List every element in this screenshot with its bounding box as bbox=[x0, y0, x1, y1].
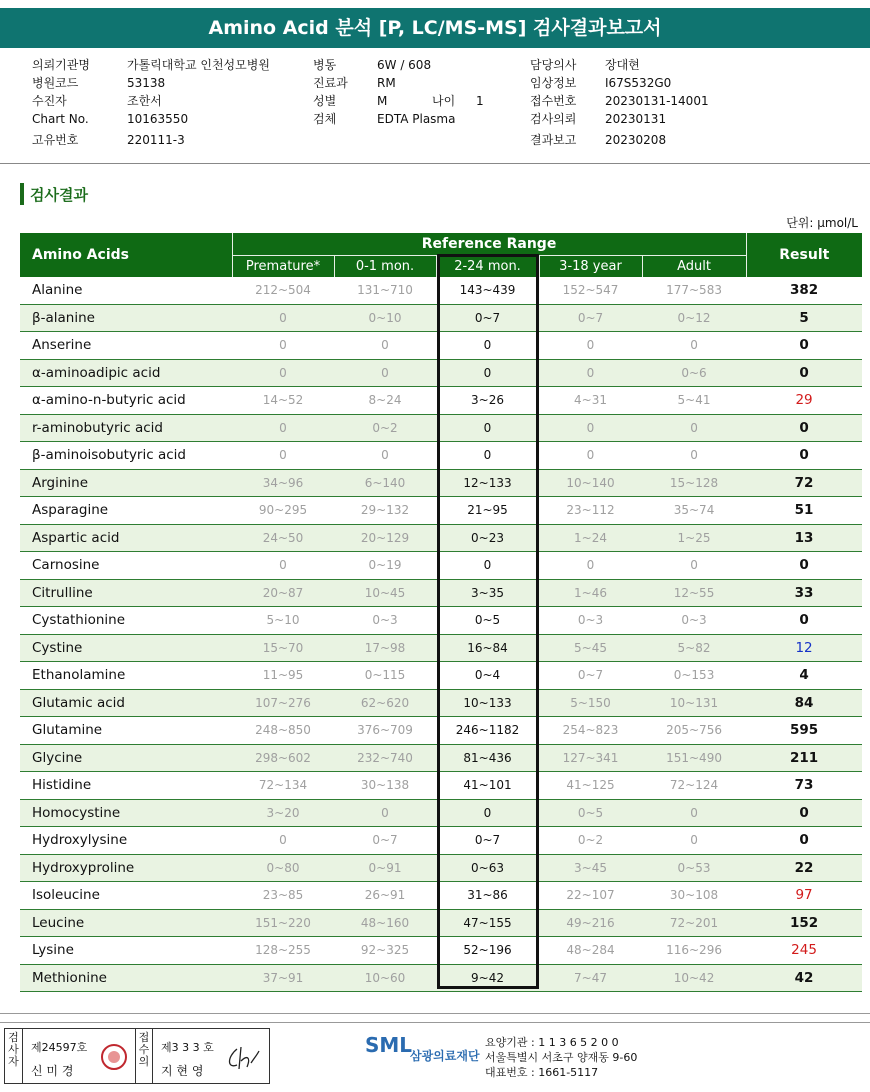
reference-range-cell: 52~196 bbox=[436, 937, 539, 965]
reference-range-cell: 24~50 bbox=[232, 524, 334, 552]
reference-range-cell: 0~6 bbox=[642, 359, 746, 387]
reference-range-cell: 0 bbox=[642, 827, 746, 855]
reference-range-cell: 127~341 bbox=[539, 744, 642, 772]
reference-range-cell: 48~160 bbox=[334, 909, 436, 937]
reference-range-cell: 0 bbox=[334, 442, 436, 470]
reference-range-cell: 0 bbox=[232, 414, 334, 442]
info-label: 병원코드 bbox=[32, 76, 79, 90]
reference-range-cell: 17~98 bbox=[334, 634, 436, 662]
reference-range-cell: 92~325 bbox=[334, 937, 436, 965]
reference-range-cell: 0 bbox=[642, 552, 746, 580]
reference-range-cell: 116~296 bbox=[642, 937, 746, 965]
amino-acid-name: Arginine bbox=[20, 469, 232, 497]
reference-range-cell: 34~96 bbox=[232, 469, 334, 497]
reference-range-cell: 0 bbox=[232, 332, 334, 360]
reference-range-cell: 1~24 bbox=[539, 524, 642, 552]
reference-range-cell: 12~55 bbox=[642, 579, 746, 607]
seal-stamp bbox=[101, 1044, 127, 1070]
amino-acid-name: Histidine bbox=[20, 772, 232, 800]
result-value: 13 bbox=[746, 524, 862, 552]
reference-range-cell: 81~436 bbox=[436, 744, 539, 772]
reference-range-cell: 22~107 bbox=[539, 882, 642, 910]
reference-range-cell: 5~82 bbox=[642, 634, 746, 662]
reference-range-cell: 205~756 bbox=[642, 717, 746, 745]
reference-range-cell: 72~134 bbox=[232, 772, 334, 800]
amino-acid-name: Alanine bbox=[20, 277, 232, 304]
reference-range-cell: 16~84 bbox=[436, 634, 539, 662]
reference-range-cell: 41~125 bbox=[539, 772, 642, 800]
age-value: 1 bbox=[476, 94, 484, 108]
reference-range-cell: 0~3 bbox=[642, 607, 746, 635]
reference-range-cell: 0~23 bbox=[436, 524, 539, 552]
reference-range-cell: 0 bbox=[642, 414, 746, 442]
footer-divider-2 bbox=[0, 1022, 870, 1023]
signature-box bbox=[4, 1028, 270, 1084]
reference-range-cell: 0 bbox=[232, 827, 334, 855]
reference-range-cell: 90~295 bbox=[232, 497, 334, 525]
reference-range-cell: 12~133 bbox=[436, 469, 539, 497]
amino-acid-name: β-alanine bbox=[20, 304, 232, 332]
footer-divider bbox=[0, 1013, 870, 1014]
reference-range-cell: 7~47 bbox=[539, 964, 642, 992]
amino-acid-name: Hydroxyproline bbox=[20, 854, 232, 882]
reference-range-cell: 0 bbox=[232, 304, 334, 332]
amino-acid-name: Methionine bbox=[20, 964, 232, 992]
reference-range-cell: 0~4 bbox=[436, 662, 539, 690]
info-value: 10163550 bbox=[127, 112, 189, 126]
info-label: 고유번호 bbox=[32, 133, 79, 147]
reference-range-cell: 20~129 bbox=[334, 524, 436, 552]
reference-range-cell: 5~150 bbox=[539, 689, 642, 717]
reference-range-cell: 0~2 bbox=[334, 414, 436, 442]
result-value: 33 bbox=[746, 579, 862, 607]
reference-range-cell: 62~620 bbox=[334, 689, 436, 717]
reference-range-cell: 0 bbox=[436, 359, 539, 387]
reference-range-cell: 107~276 bbox=[232, 689, 334, 717]
reference-range-cell: 151~490 bbox=[642, 744, 746, 772]
amino-acid-name: r-aminobutyric acid bbox=[20, 414, 232, 442]
institution-code: 요양기관 : 1 1 3 6 5 2 0 0 bbox=[485, 1036, 619, 1049]
reference-range-cell: 72~201 bbox=[642, 909, 746, 937]
amino-acid-name: β-aminoisobutyric acid bbox=[20, 442, 232, 470]
info-label: 결과보고 bbox=[530, 133, 577, 147]
reference-range-cell: 0~153 bbox=[642, 662, 746, 690]
reference-range-cell: 0~5 bbox=[436, 607, 539, 635]
signature-mark bbox=[223, 1043, 263, 1073]
reference-range-cell: 72~124 bbox=[642, 772, 746, 800]
amino-acid-name: α-amino-n-butyric acid bbox=[20, 387, 232, 415]
amino-acid-name: Asparagine bbox=[20, 497, 232, 525]
receiver-name: 지 현 영 bbox=[161, 1064, 204, 1078]
result-value: 0 bbox=[746, 414, 862, 442]
reference-range-cell: 152~547 bbox=[539, 277, 642, 304]
info-label: Chart No. bbox=[32, 112, 89, 126]
info-label: 접수번호 bbox=[530, 94, 577, 108]
info-value: RM bbox=[377, 76, 396, 90]
reference-range-cell: 0~115 bbox=[334, 662, 436, 690]
reference-range-cell: 131~710 bbox=[334, 277, 436, 304]
amino-acid-name: Glycine bbox=[20, 744, 232, 772]
reference-range-cell: 0 bbox=[642, 442, 746, 470]
unit-label: 단위: µmol/L bbox=[786, 216, 858, 230]
reference-range-cell: 376~709 bbox=[334, 717, 436, 745]
reference-range-cell: 0~7 bbox=[334, 827, 436, 855]
result-value: 0 bbox=[746, 827, 862, 855]
reference-range-cell: 23~85 bbox=[232, 882, 334, 910]
reference-range-cell: 5~45 bbox=[539, 634, 642, 662]
reference-range-cell: 5~41 bbox=[642, 387, 746, 415]
reference-range-cell: 15~128 bbox=[642, 469, 746, 497]
reference-range-cell: 0~91 bbox=[334, 854, 436, 882]
result-value: 0 bbox=[746, 799, 862, 827]
reference-range-cell: 0 bbox=[436, 332, 539, 360]
reference-range-cell: 177~583 bbox=[642, 277, 746, 304]
reference-range-cell: 0~7 bbox=[539, 304, 642, 332]
result-value: 5 bbox=[746, 304, 862, 332]
info-value: 장대현 bbox=[605, 58, 640, 72]
reference-range-cell: 212~504 bbox=[232, 277, 334, 304]
reference-range-cell: 0~80 bbox=[232, 854, 334, 882]
reference-range-cell: 49~216 bbox=[539, 909, 642, 937]
organization-address bbox=[485, 1035, 637, 1080]
receiver-license: 제3 3 3 호 bbox=[161, 1041, 214, 1054]
amino-acid-name: Ethanolamine bbox=[20, 662, 232, 690]
result-value: 152 bbox=[746, 909, 862, 937]
amino-acid-name: Glutamic acid bbox=[20, 689, 232, 717]
reference-range-cell: 10~140 bbox=[539, 469, 642, 497]
reference-range-cell: 0~7 bbox=[436, 304, 539, 332]
result-value: 42 bbox=[746, 964, 862, 992]
reference-range-cell: 0 bbox=[232, 442, 334, 470]
reference-range-cell: 248~850 bbox=[232, 717, 334, 745]
reference-range-cell: 232~740 bbox=[334, 744, 436, 772]
info-value: 가톨릭대학교 인천성모병원 bbox=[127, 58, 270, 72]
reference-range-cell: 29~132 bbox=[334, 497, 436, 525]
reference-range-cell: 30~108 bbox=[642, 882, 746, 910]
info-value: 20230208 bbox=[605, 133, 667, 147]
reference-range-cell: 0 bbox=[539, 442, 642, 470]
reference-range-cell: 8~24 bbox=[334, 387, 436, 415]
amino-acid-name: Anserine bbox=[20, 332, 232, 360]
info-label: 임상정보 bbox=[530, 76, 577, 90]
info-value: 조한서 bbox=[127, 94, 162, 108]
amino-acid-name: Cystathionine bbox=[20, 607, 232, 635]
info-label: 검사의뢰 bbox=[530, 112, 577, 126]
reference-range-cell: 10~60 bbox=[334, 964, 436, 992]
result-value: 211 bbox=[746, 744, 862, 772]
reference-range-cell: 30~138 bbox=[334, 772, 436, 800]
amino-acid-name: Cystine bbox=[20, 634, 232, 662]
result-value: 245 bbox=[746, 937, 862, 965]
result-value: 12 bbox=[746, 634, 862, 662]
result-value: 382 bbox=[746, 277, 862, 304]
reference-range-cell: 0~3 bbox=[334, 607, 436, 635]
amino-acid-name: Lysine bbox=[20, 937, 232, 965]
reference-range-cell: 3~26 bbox=[436, 387, 539, 415]
reference-range-cell: 23~112 bbox=[539, 497, 642, 525]
header-0-1-mon: 0-1 mon. bbox=[334, 256, 436, 278]
reference-range-cell: 35~74 bbox=[642, 497, 746, 525]
result-value: 0 bbox=[746, 552, 862, 580]
reference-range-cell: 0~19 bbox=[334, 552, 436, 580]
reference-range-cell: 0 bbox=[436, 442, 539, 470]
info-label: 의뢰기관명 bbox=[32, 58, 90, 72]
result-value: 22 bbox=[746, 854, 862, 882]
reference-range-cell: 0~7 bbox=[539, 662, 642, 690]
header-result: Result bbox=[746, 233, 862, 277]
reference-range-cell: 14~52 bbox=[232, 387, 334, 415]
reference-range-cell: 0 bbox=[539, 552, 642, 580]
reference-range-cell: 0 bbox=[642, 332, 746, 360]
tester-license: 제24597호 bbox=[31, 1041, 88, 1054]
info-value: M bbox=[377, 94, 388, 108]
reference-range-cell: 0 bbox=[539, 359, 642, 387]
reference-range-cell: 11~95 bbox=[232, 662, 334, 690]
info-value: 53138 bbox=[127, 76, 166, 90]
info-value: 6W / 608 bbox=[377, 58, 432, 72]
organization-name: 삼광의료재단 bbox=[410, 1049, 480, 1063]
info-label: 수진자 bbox=[32, 94, 67, 108]
header-divider bbox=[0, 163, 870, 164]
header-2-24-mon: 2-24 mon. bbox=[436, 256, 539, 278]
reference-range-cell: 0~3 bbox=[539, 607, 642, 635]
section-marker bbox=[20, 183, 24, 205]
result-value: 51 bbox=[746, 497, 862, 525]
reference-range-cell: 298~602 bbox=[232, 744, 334, 772]
reference-range-cell: 0 bbox=[436, 799, 539, 827]
reference-range-cell: 4~31 bbox=[539, 387, 642, 415]
amino-acid-name: Isoleucine bbox=[20, 882, 232, 910]
reference-range-cell: 0 bbox=[539, 414, 642, 442]
reference-range-cell: 0 bbox=[334, 332, 436, 360]
reference-range-cell: 0 bbox=[436, 552, 539, 580]
reference-range-cell: 48~284 bbox=[539, 937, 642, 965]
reference-range-cell: 0 bbox=[642, 799, 746, 827]
result-value: 0 bbox=[746, 607, 862, 635]
header-3-18-year: 3-18 year bbox=[539, 256, 642, 278]
amino-acid-name: Glutamine bbox=[20, 717, 232, 745]
info-label: 성별 bbox=[313, 94, 337, 108]
amino-acid-name: Leucine bbox=[20, 909, 232, 937]
reference-range-cell: 47~155 bbox=[436, 909, 539, 937]
reference-range-cell: 10~131 bbox=[642, 689, 746, 717]
reference-range-cell: 0~7 bbox=[436, 827, 539, 855]
reference-range-cell: 128~255 bbox=[232, 937, 334, 965]
amino-acid-name: Aspartic acid bbox=[20, 524, 232, 552]
header-adult: Adult bbox=[642, 256, 746, 278]
reference-range-cell: 254~823 bbox=[539, 717, 642, 745]
reference-range-cell: 9~42 bbox=[436, 964, 539, 992]
reference-range-cell: 0 bbox=[436, 414, 539, 442]
reference-range-cell: 0~2 bbox=[539, 827, 642, 855]
amino-acid-name: Carnosine bbox=[20, 552, 232, 580]
result-value: 595 bbox=[746, 717, 862, 745]
result-value: 0 bbox=[746, 359, 862, 387]
reference-range-cell: 0~12 bbox=[642, 304, 746, 332]
reference-range-cell: 10~42 bbox=[642, 964, 746, 992]
tester-name: 신 미 경 bbox=[31, 1064, 74, 1078]
amino-acid-name: α-aminoadipic acid bbox=[20, 359, 232, 387]
reference-range-cell: 246~1182 bbox=[436, 717, 539, 745]
reference-range-cell: 0 bbox=[232, 552, 334, 580]
result-value: 0 bbox=[746, 332, 862, 360]
reference-range-cell: 0 bbox=[334, 359, 436, 387]
report-title: Amino Acid 분석 [P, LC/MS-MS] 검사결과보고서 bbox=[0, 8, 870, 48]
reference-range-cell: 0 bbox=[539, 332, 642, 360]
header-amino-acids: Amino Acids bbox=[20, 233, 232, 277]
receiver-label: 접수의 bbox=[135, 1029, 153, 1083]
reference-range-cell: 5~10 bbox=[232, 607, 334, 635]
reference-range-cell: 10~133 bbox=[436, 689, 539, 717]
reference-range-cell: 6~140 bbox=[334, 469, 436, 497]
reference-range-cell: 3~20 bbox=[232, 799, 334, 827]
reference-range-cell: 3~35 bbox=[436, 579, 539, 607]
reference-range-cell: 20~87 bbox=[232, 579, 334, 607]
reference-range-cell: 0~10 bbox=[334, 304, 436, 332]
info-label: 병동 bbox=[313, 58, 337, 72]
header-premature: Premature* bbox=[232, 256, 334, 278]
reference-range-cell: 37~91 bbox=[232, 964, 334, 992]
info-value: EDTA Plasma bbox=[377, 112, 456, 126]
result-value: 29 bbox=[746, 387, 862, 415]
result-value: 4 bbox=[746, 662, 862, 690]
address: 서울특별시 서초구 양재동 9-60 bbox=[485, 1051, 638, 1064]
reference-range-cell: 143~439 bbox=[436, 277, 539, 304]
reference-range-cell: 1~46 bbox=[539, 579, 642, 607]
info-label: 검체 bbox=[313, 112, 337, 126]
age-label: 나이 bbox=[432, 94, 456, 108]
amino-acid-name: Citrulline bbox=[20, 579, 232, 607]
tester-label: 검사자 bbox=[5, 1029, 23, 1083]
info-value: 220111-3 bbox=[127, 133, 185, 147]
reference-range-cell: 0~53 bbox=[642, 854, 746, 882]
reference-range-cell: 0 bbox=[232, 359, 334, 387]
reference-range-cell: 41~101 bbox=[436, 772, 539, 800]
info-value: 20230131-14001 bbox=[605, 94, 709, 108]
reference-range-cell: 21~95 bbox=[436, 497, 539, 525]
reference-range-cell: 0~5 bbox=[539, 799, 642, 827]
reference-range-cell: 3~45 bbox=[539, 854, 642, 882]
result-value: 73 bbox=[746, 772, 862, 800]
reference-range-cell: 31~86 bbox=[436, 882, 539, 910]
phone-number: 대표번호 : 1661-5117 bbox=[485, 1066, 599, 1079]
result-value: 0 bbox=[746, 442, 862, 470]
info-value: I67S532G0 bbox=[605, 76, 672, 90]
reference-range-cell: 15~70 bbox=[232, 634, 334, 662]
reference-range-cell: 151~220 bbox=[232, 909, 334, 937]
reference-range-cell: 26~91 bbox=[334, 882, 436, 910]
result-value: 97 bbox=[746, 882, 862, 910]
info-label: 담당의사 bbox=[530, 58, 577, 72]
sml-logo: SML bbox=[365, 1033, 413, 1057]
column-highlight-box bbox=[437, 254, 539, 989]
result-value: 72 bbox=[746, 469, 862, 497]
amino-acid-name: Hydroxylysine bbox=[20, 827, 232, 855]
result-value: 84 bbox=[746, 689, 862, 717]
section-title: 검사결과 bbox=[30, 186, 88, 204]
amino-acid-name: Homocystine bbox=[20, 799, 232, 827]
reference-range-cell: 0 bbox=[334, 799, 436, 827]
reference-range-cell: 10~45 bbox=[334, 579, 436, 607]
reference-range-cell: 0~63 bbox=[436, 854, 539, 882]
info-label: 진료과 bbox=[313, 76, 348, 90]
footer bbox=[0, 1025, 870, 1092]
info-value: 20230131 bbox=[605, 112, 667, 126]
header-reference-range: Reference Range bbox=[232, 233, 746, 256]
reference-range-cell: 1~25 bbox=[642, 524, 746, 552]
